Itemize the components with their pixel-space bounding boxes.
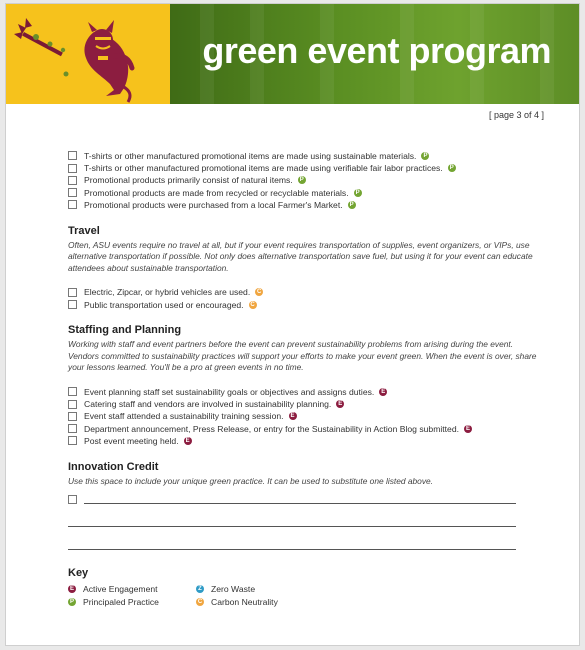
travel-description: Often, ASU events require no travel at all, but if your event requires transportation of supplies, event organizers, or VIPs, use alternative transportation if possible. Not only does alternative transportation save fuel, but using it for your event can educate attendees about sustainable transportation. xyxy=(68,239,533,273)
principled-badge-icon: P xyxy=(449,165,454,172)
checkbox[interactable] xyxy=(68,188,77,197)
list-item xyxy=(68,162,538,174)
principled-badge-icon: P xyxy=(423,152,428,159)
promo-list xyxy=(68,150,538,211)
list-item xyxy=(68,150,538,162)
zero-waste-badge-icon: Z xyxy=(196,585,204,593)
travel-heading: Travel xyxy=(68,224,100,237)
innovation-write-in xyxy=(68,493,538,551)
engagement-badge-icon: E xyxy=(185,437,190,444)
checkbox[interactable] xyxy=(68,288,77,297)
staffing-description: Working with staff and event partners before the event can prevent sustainability problems from arising during the event. Vendors committed to sustainability practices will support your efforts to make your event green. When the event is over, share your lessons learned. You'll be a pro at green events in no time. xyxy=(68,339,537,373)
innovation-heading: Innovation Credit xyxy=(68,460,159,473)
list-item xyxy=(68,435,538,447)
innovation-description: Use this space to include your unique green practice. It can be used to substitute one listed above. xyxy=(68,475,434,486)
carbon-badge-icon: C xyxy=(197,598,203,605)
principled-badge-icon: P xyxy=(299,177,304,184)
item-label: Electric, Zipcar, or hybrid vehicles are used. xyxy=(84,287,251,298)
checklist-content xyxy=(68,150,538,551)
checkbox[interactable] xyxy=(68,200,77,209)
checkbox[interactable] xyxy=(68,164,77,173)
staffing-heading: Staffing and Planning xyxy=(68,324,182,337)
checkbox[interactable] xyxy=(68,436,77,445)
item-label: Catering staff and vendors are involved in sustainability planning. xyxy=(84,399,332,410)
engagement-badge-icon: E xyxy=(290,413,295,420)
key-item xyxy=(196,596,316,607)
list-item xyxy=(68,199,538,211)
checkbox[interactable] xyxy=(68,412,77,421)
key-label: Active Engagement xyxy=(83,583,158,594)
checkbox[interactable] xyxy=(68,400,77,409)
engagement-badge-icon: E xyxy=(69,585,74,592)
write-in-line[interactable] xyxy=(68,549,516,550)
checkbox[interactable] xyxy=(68,151,77,160)
item-label: T-shirts or other manufactured promotional items are made using verifiable fair labor practices. xyxy=(84,163,443,174)
item-label: Event staff attended a sustainability training session. xyxy=(84,411,284,422)
item-label: Public transportation used or encouraged. xyxy=(84,299,244,310)
write-in-line[interactable] xyxy=(68,526,516,527)
list-item xyxy=(68,175,538,187)
engagement-badge-icon: E xyxy=(381,388,386,395)
checkbox[interactable] xyxy=(68,387,77,396)
checkbox[interactable] xyxy=(68,176,77,185)
key-heading: Key xyxy=(68,567,89,579)
header-banner xyxy=(6,4,580,104)
key-item xyxy=(68,596,196,607)
item-label: Promotional products are made from recycled or recyclable materials. xyxy=(84,187,349,198)
principled-badge-icon: P xyxy=(349,201,354,208)
staffing-list xyxy=(68,386,538,447)
page-indicator: [ page 3 of 4 ] xyxy=(488,110,544,120)
sparky-logo xyxy=(6,4,170,104)
logo-panel xyxy=(6,4,170,104)
key-label: Zero Waste xyxy=(211,583,256,594)
key-item xyxy=(68,583,196,594)
item-label: Department announcement, Press Release, or entry for the Sustainability in Action Blog submitted. xyxy=(84,423,459,434)
banner-title: green event program xyxy=(202,30,551,71)
carbon-badge-icon: C xyxy=(250,301,255,308)
key-legend xyxy=(68,567,316,607)
carbon-badge-icon: C xyxy=(257,289,262,296)
item-label: Promotional products were purchased from a local Farmer's Market. xyxy=(84,199,343,210)
engagement-badge-icon: E xyxy=(465,425,470,432)
travel-list xyxy=(68,286,538,310)
list-item xyxy=(68,386,538,398)
item-label: T-shirts or other manufactured promotional items are made using sustainable materials. xyxy=(84,150,417,161)
item-label: Event planning staff set sustainability goals or objectives and assigns duties. xyxy=(84,386,375,397)
list-item xyxy=(68,299,538,311)
engagement-badge-icon: E xyxy=(338,401,343,408)
principled-badge-icon: P xyxy=(69,598,74,605)
checkbox[interactable] xyxy=(68,424,77,433)
list-item xyxy=(68,423,538,435)
item-label: Post event meeting held. xyxy=(84,435,179,446)
item-label: Promotional products primarily consist of natural items. xyxy=(84,175,293,186)
list-item xyxy=(68,286,538,298)
list-item xyxy=(68,187,538,199)
key-grid xyxy=(68,583,316,607)
key-label: Carbon Neutrality xyxy=(211,596,278,607)
list-item xyxy=(68,398,538,410)
write-in-line[interactable] xyxy=(84,503,516,504)
principled-badge-icon: P xyxy=(355,189,360,196)
list-item xyxy=(68,411,538,423)
key-item xyxy=(196,583,316,594)
key-label: Principaled Practice xyxy=(83,596,159,607)
checkbox[interactable] xyxy=(68,495,77,504)
checkbox[interactable] xyxy=(68,300,77,309)
document-page xyxy=(5,3,580,646)
